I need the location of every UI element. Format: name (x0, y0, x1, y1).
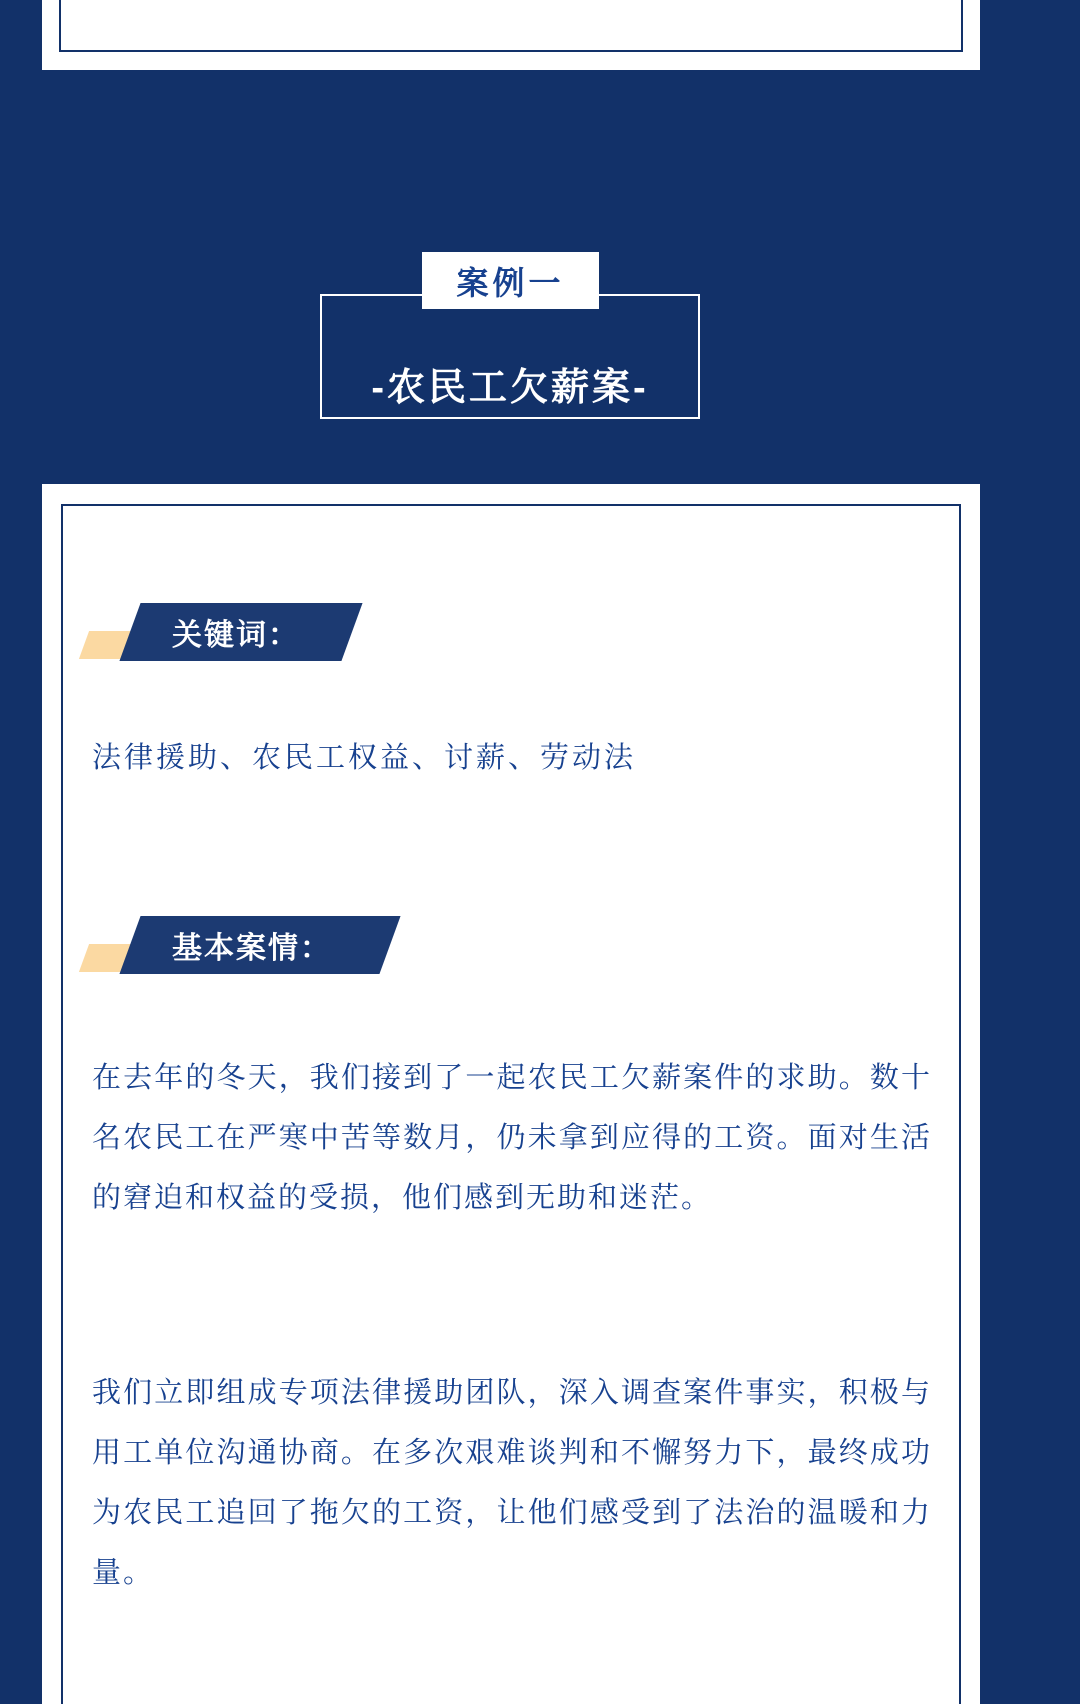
top-partial-card (42, 0, 980, 70)
section-heading-facts-label: 基本案情： (172, 932, 332, 965)
facts-paragraph: 在去年的冬天，我们接到了一起农民工欠薪案件的求助。数十名农民工在严寒中苦等数月，仍未拿到应得的工资。面对生活的窘迫和权益的受损，他们感到无助和迷茫。 (92, 1062, 932, 1214)
section-heading-keywords-label: 关键词： (172, 619, 300, 652)
top-partial-card-border (59, 0, 963, 52)
case-subtitle-box (320, 294, 700, 419)
keywords-content: 法律援助、农民工权益、讨薪、劳动法 (92, 742, 637, 774)
facts-paragraph: 我们立即组成专项法律援助团队，深入调查案件事实，积极与用工单位沟通协商。在多次艰难谈判和不懈努力下，最终成功为农民工追回了拖欠的工资，让他们感受到了法治的温暖和力量。 (92, 1377, 932, 1589)
case-header (0, 252, 1080, 462)
case-subtitle: -农民工欠薪案- (371, 367, 649, 409)
case-label: 案例一 (422, 252, 599, 309)
